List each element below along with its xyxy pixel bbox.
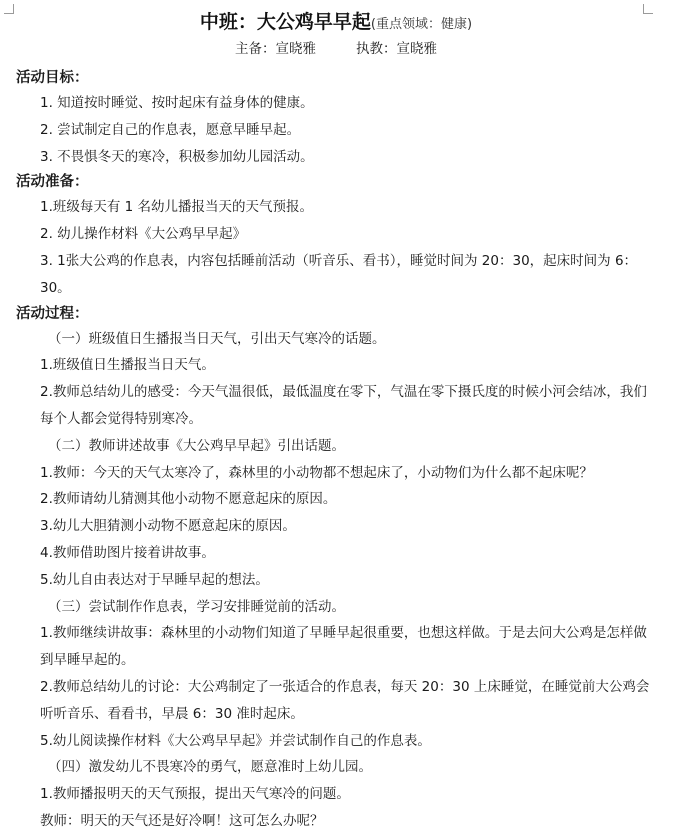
goal-item: 3. 不畏惧冬天的寒冷，积极参加幼儿园活动。 bbox=[40, 148, 314, 165]
process-item: 2.教师请幼儿猜测其他小动物不愿意起床的原因。 bbox=[40, 491, 337, 508]
process-item: 3.幼儿大胆猜测小动物不愿意起床的原因。 bbox=[40, 518, 296, 535]
goal-item: 1. 知道按时睡觉、按时起床有益身体的健康。 bbox=[40, 95, 314, 111]
goals-heading: 活动目标： bbox=[16, 70, 89, 86]
process-step-title: （二）教师讲述故事《大公鸡早早起》引出话题。 bbox=[48, 437, 345, 454]
prep-heading: 活动准备： bbox=[16, 174, 89, 191]
goal-item: 2. 尝试制定自己的作息表，愿意早睡早起。 bbox=[40, 121, 301, 138]
title-line bbox=[16, 8, 656, 36]
process-step-title: （四）激发幼儿不畏寒冷的勇气，愿意准时上幼儿园。 bbox=[48, 759, 372, 776]
process-step-title: （三）尝试制作作息表，学习安排睡觉前的活动。 bbox=[48, 598, 345, 615]
prep-item: 1.班级每天有 1 名幼儿播报当天的天气预报。 bbox=[40, 199, 314, 216]
process-step-title: （一）班级值日生播报当日天气，引出天气寒冷的话题。 bbox=[48, 330, 386, 347]
process-item: 1.教师播报明天的天气预报，提出天气寒冷的问题。 bbox=[40, 786, 350, 803]
process-heading: 活动过程： bbox=[16, 305, 89, 322]
domain-note: (重点领域：健康) bbox=[370, 17, 473, 32]
process-item: 5.幼儿阅读操作材料《大公鸡早早起》并尝试制作自己的作息表。 bbox=[40, 732, 431, 749]
document-body bbox=[16, 8, 656, 835]
process-item: 5.幼儿自由表达对于早睡早起的想法。 bbox=[40, 571, 269, 588]
host-teacher: 主备：宣晓雅 bbox=[235, 41, 316, 57]
page-corner-marker bbox=[4, 4, 14, 14]
teaching-teacher: 执教：宣晓雅 bbox=[356, 41, 437, 57]
prep-item: 2. 幼儿操作材料《大公鸡早早起》 bbox=[40, 226, 247, 243]
process-item: 1.班级值日生播报当日天气。 bbox=[40, 357, 215, 374]
prep-item: 3. 1张大公鸡的作息表，内容包括睡前活动（听音乐、看书），睡觉时间为 20：30，起床时间为 6：30。 bbox=[40, 252, 638, 296]
process-item: 1.教师继续讲故事：森林里的小动物们知道了早睡早起很重要，也想这样做。于是去问大公鸡是怎样做到早睡早起的。 bbox=[40, 625, 647, 669]
process-item: 2.教师总结幼儿的感受：今天气温很低，最低温度在零下，气温在零下摄氏度的时候小河会结冰，我们每个人都会觉得特别寒冷。 bbox=[40, 384, 647, 427]
process-item: 教师：明天的天气还是好冷啊！这可怎么办呢？ bbox=[40, 812, 324, 829]
page-title: 中班：大公鸡早早起 bbox=[199, 11, 371, 33]
author-line bbox=[16, 36, 656, 62]
process-item: 1.教师：今天的天气太寒冷了，森林里的小动物都不想起床了，小动物们为什么都不起床呢？ bbox=[40, 464, 593, 481]
process-item: 2.教师总结幼儿的讨论：大公鸡制定了一张适合的作息表，每天 20：30 上床睡觉，在睡觉前大公鸡会听听音乐、看看书，早晨 6：30 准时起床。 bbox=[40, 678, 650, 722]
process-item: 4.教师借助图片接着讲故事。 bbox=[40, 544, 215, 561]
